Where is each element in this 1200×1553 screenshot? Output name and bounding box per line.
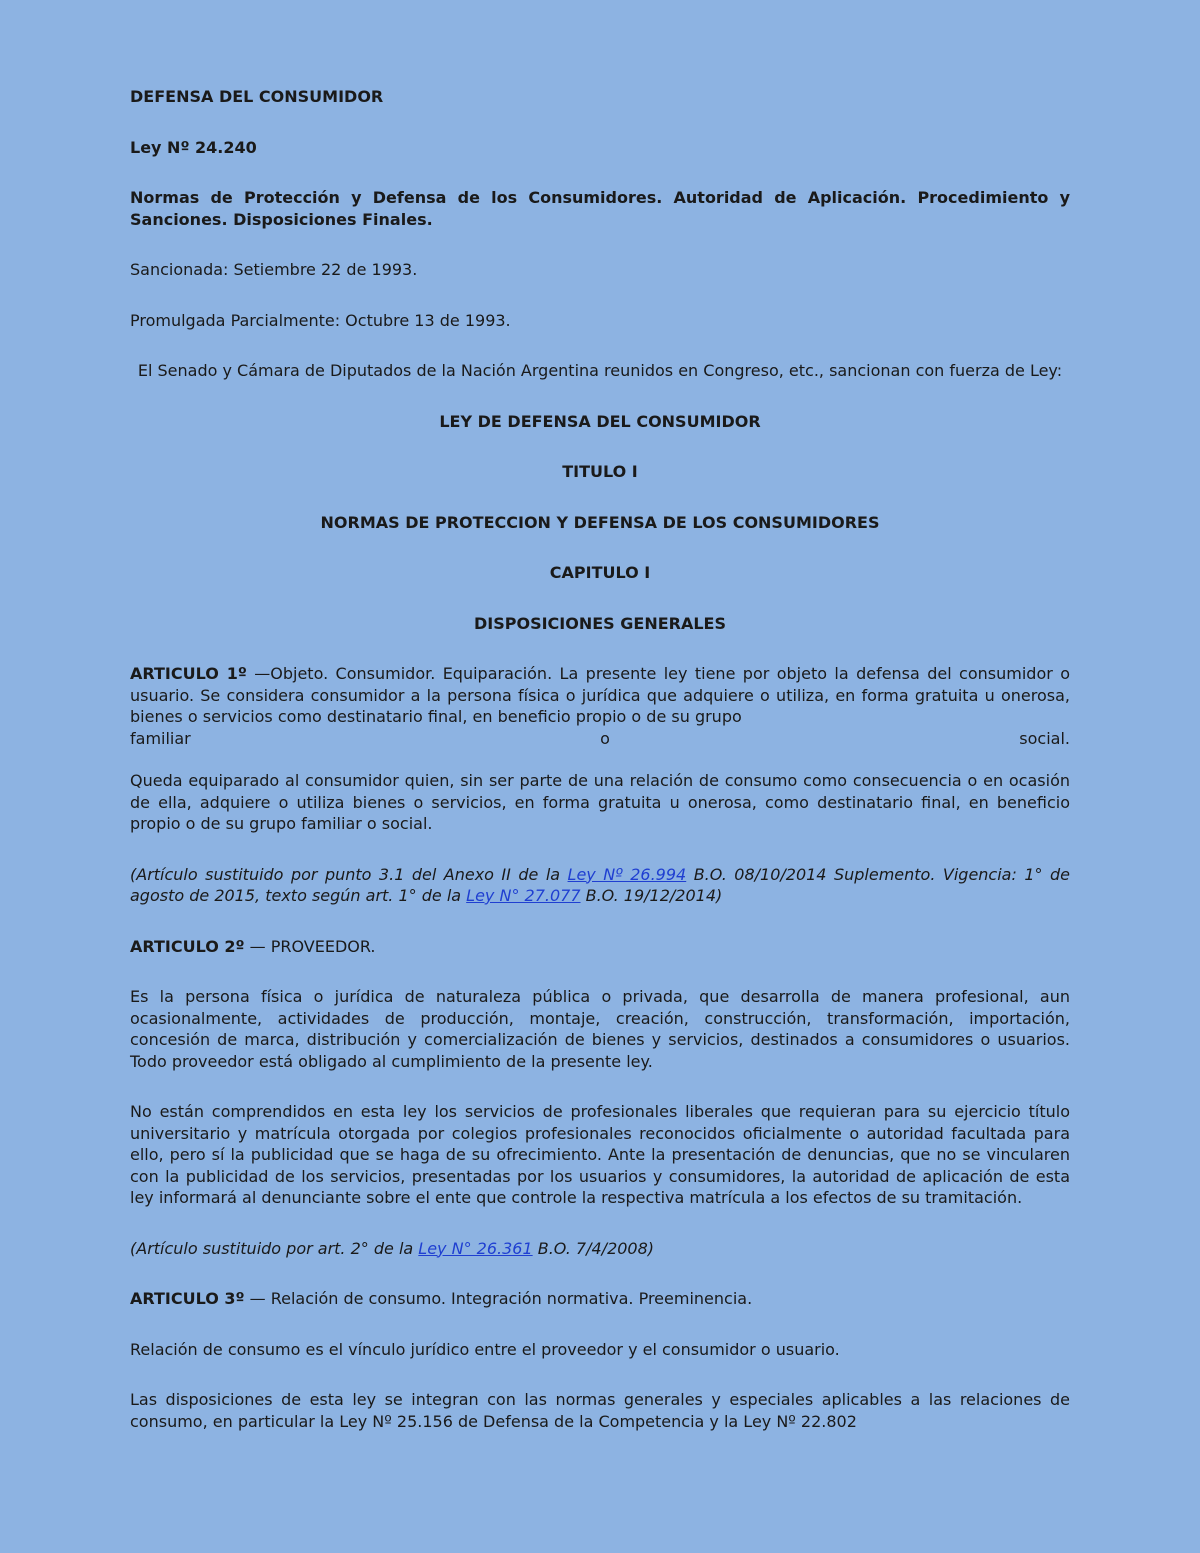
enactment-formula: El Senado y Cámara de Diputados de la Nación Argentina reunidos en Congreso, etc., sancionan con fuerza de Ley: [137, 361, 1063, 380]
article-2-text: — PROVEEDOR. [244, 936, 376, 956]
article-1-paragraph [130, 663, 1070, 749]
article-2-heading [130, 936, 1070, 958]
document-page [130, 0, 1070, 1432]
article-2-paragraph-2: No están comprendidos en esta ley los servicios de profesionales liberales que requieran para su ejercicio título universitario y matrícula otorgada por colegios profesionales reconocidos oficialmente o autoridad facultada para ello, pero sí la publicidad que se haga de su ofrecimiento. Ante la presentación de denuncias, que no se vincularen con la publicidad de los servicios, presentadas por los usuarios y consumidores, la autoridad de aplicación de esta ley informará al denunciante sobre el ente que controle la respectiva matrícula a los efectos de su tramitación. [130, 1102, 1070, 1207]
titulo-name-heading: NORMAS DE PROTECCION Y DEFENSA DE LOS CONSUMIDORES [320, 512, 880, 532]
article-2-paragraph-1: Es la persona física o jurídica de naturaleza pública o privada, que desarrolla de manera profesional, aun ocasionalmente, actividades de producción, montaje, creación, construcción, transformación, importación, concesión de marca, distribución y comercialización de bienes y servicios, destinados a consumidores o usuarios. Todo proveedor está obligado al cumplimiento de la presente ley. [130, 987, 1070, 1071]
article-1-word: o [600, 728, 610, 748]
article-3-paragraph-2: Las disposiciones de esta ley se integran con las normas generales y especiales aplicables a las relaciones de consumo, en particular la Ley Nº 25.156 de Defensa de la Competencia y la Ley Nº 22.802 [130, 1390, 1070, 1431]
article-1-word: social. [1019, 728, 1070, 748]
article-1-amendment-note [130, 864, 1070, 907]
capitulo-name-heading: DISPOSICIONES GENERALES [473, 613, 726, 633]
article-2-label: ARTICULO 2º [130, 936, 245, 956]
note-text: B.O. 7/4/2008) [532, 1238, 655, 1258]
article-1-last-line [130, 728, 1070, 750]
article-1-label: ARTICULO 1º [130, 664, 247, 683]
law-26361-link[interactable]: Ley N° 26.361 [418, 1238, 533, 1258]
article-1-word: familiar [130, 728, 191, 748]
note-text: B.O. 08/10/2014 Suplemento. Vigencia: 1° de agosto de 2015, texto según art. 1° de la [130, 864, 1070, 905]
note-text: B.O. 19/12/2014) [580, 886, 723, 905]
document-title: DEFENSA DEL CONSUMIDOR [130, 87, 384, 106]
law-heading: LEY DE DEFENSA DEL CONSUMIDOR [439, 411, 761, 431]
note-text: (Artículo sustituido por punto 3.1 del Anexo II de la [130, 864, 568, 884]
article-2-amendment-note [130, 1238, 1070, 1260]
law-27077-link[interactable]: Ley N° 27.077 [466, 886, 581, 905]
titulo-heading: TITULO I [562, 462, 638, 481]
note-text: (Artículo sustituido por art. 2° de la [130, 1238, 419, 1258]
article-1-text: —Objeto. Consumidor. Equiparación. La presente ley tiene por objeto la defensa del consumidor o usuario. Se considera consumidor a la persona física o jurídica que adquiere o utiliza, en forma gratuita u onerosa, bienes o servicios como destinatario final, en beneficio propio o de su grupo [130, 664, 1070, 726]
article-3-heading [130, 1288, 1070, 1310]
article-3-paragraph-1: Relación de consumo es el vínculo jurídico entre el proveedor y el consumidor o usuario. [130, 1339, 840, 1359]
article-3-label: ARTICULO 3º [130, 1289, 245, 1308]
law-26994-link[interactable]: Ley Nº 26.994 [567, 864, 687, 884]
promulgated-date: Promulgada Parcialmente: Octubre 13 de 1993. [130, 310, 511, 330]
law-number: Ley Nº 24.240 [130, 137, 257, 157]
sanctioned-date: Sancionada: Setiembre 22 de 1993. [130, 260, 418, 279]
article-1-paragraph-2: Queda equiparado al consumidor quien, sin ser parte de una relación de consumo como consecuencia o en ocasión de ella, adquiere o utiliza bienes o servicios, en forma gratuita u onerosa, como destinatario final, en beneficio propio o de su grupo familiar o social. [130, 771, 1070, 833]
law-summary: Normas de Protección y Defensa de los Consumidores. Autoridad de Aplicación. Procedimiento y Sanciones. Disposiciones Finales. [130, 188, 1070, 229]
capitulo-heading: CAPITULO I [549, 563, 651, 582]
article-3-text: — Relación de consumo. Integración normativa. Preeminencia. [244, 1289, 753, 1308]
